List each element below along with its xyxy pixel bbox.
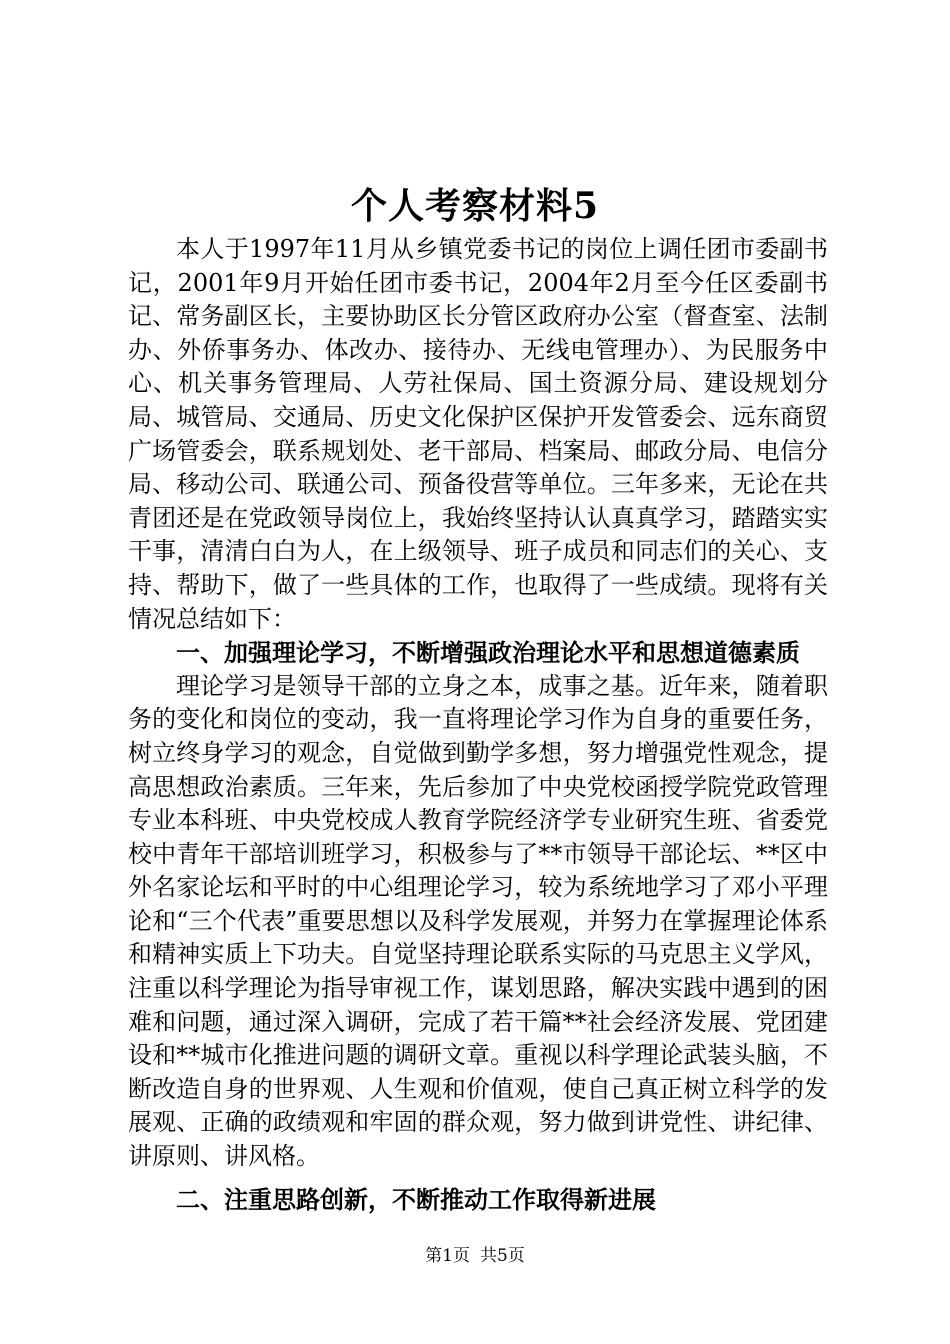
document-body	[128, 233, 828, 1216]
page-number: 第1页	[425, 1246, 470, 1266]
section-heading-1: 一、加强理论学习，不断增强政治理论水平和思想道德素质	[176, 638, 800, 668]
page-footer	[0, 1244, 950, 1268]
section-heading-2: 二、注重思路创新，不断推动工作取得新进展	[176, 1184, 656, 1214]
document-title: 个人考察材料5	[350, 185, 600, 227]
section-1-paragraph: 理论学习是领导干部的立身之本，成事之基。近年来，随着职务的变化和岗位的变动，我一直将理论学习作为自身的重要任务，树立终身学习的观念，自觉做到勤学多想，努力增强党性观念，提高思想政治素质。三年来，先后参加了中央党校函授学院党政管理专业本科班、中央党校成人教育学院经济学专业研究生班、省委党校中青年干部培训班学习，积极参与了**市领导干部论坛、**区中外名家论坛和平时的中心组理论学习，较为系统地学习了邓小平理论和“三个代表”重要思想以及科学发展观，并努力在掌握理论体系和精神实质上下功夫。自觉坚持理论联系实际的马克思主义学风，注重以科学理论为指导审视工作，谋划思路，解决实践中遇到的困难和问题，通过深入调研，完成了若干篇**社会经济发展、党团建设和**城市化推进问题的调研文章。重视以科学理论武装头脑，不断改造自身的世界观、人生观和价值观，使自己真正树立科学的发展观、正确的政绩观和牢固的群众观，努力做到讲党性、讲纪律、讲原则、讲风格。	[128, 671, 828, 1171]
page-total: 共5页	[480, 1246, 525, 1266]
intro-paragraph: 本人于1997年11月从乡镇党委书记的岗位上调任团市委副书记，2001年9月开始任团市委书记，2004年2月至今任区委副书记、常务副区长，主要协助区长分管区政府办公室（督查室、法制办、外侨事务办、体改办、接待办、无线电管理办）、为民服务中心、机关事务管理局、人劳社保局、国土资源分局、建设规划分局、城管局、交通局、历史文化保护区保护开发管委会、远东商贸广场管委会，联系规划处、老干部局、档案局、邮政分局、电信分局、移动公司、联通公司、预备役营等单位。三年多来，无论在共青团还是在党政领导岗位上，我始终坚持认认真真学习，踏踏实实干事，清清白白为人，在上级领导、班子成员和同志们的关心、支持、帮助下，做了一些具体的工作，也取得了一些成绩。现将有关情况总结如下：	[128, 235, 828, 633]
